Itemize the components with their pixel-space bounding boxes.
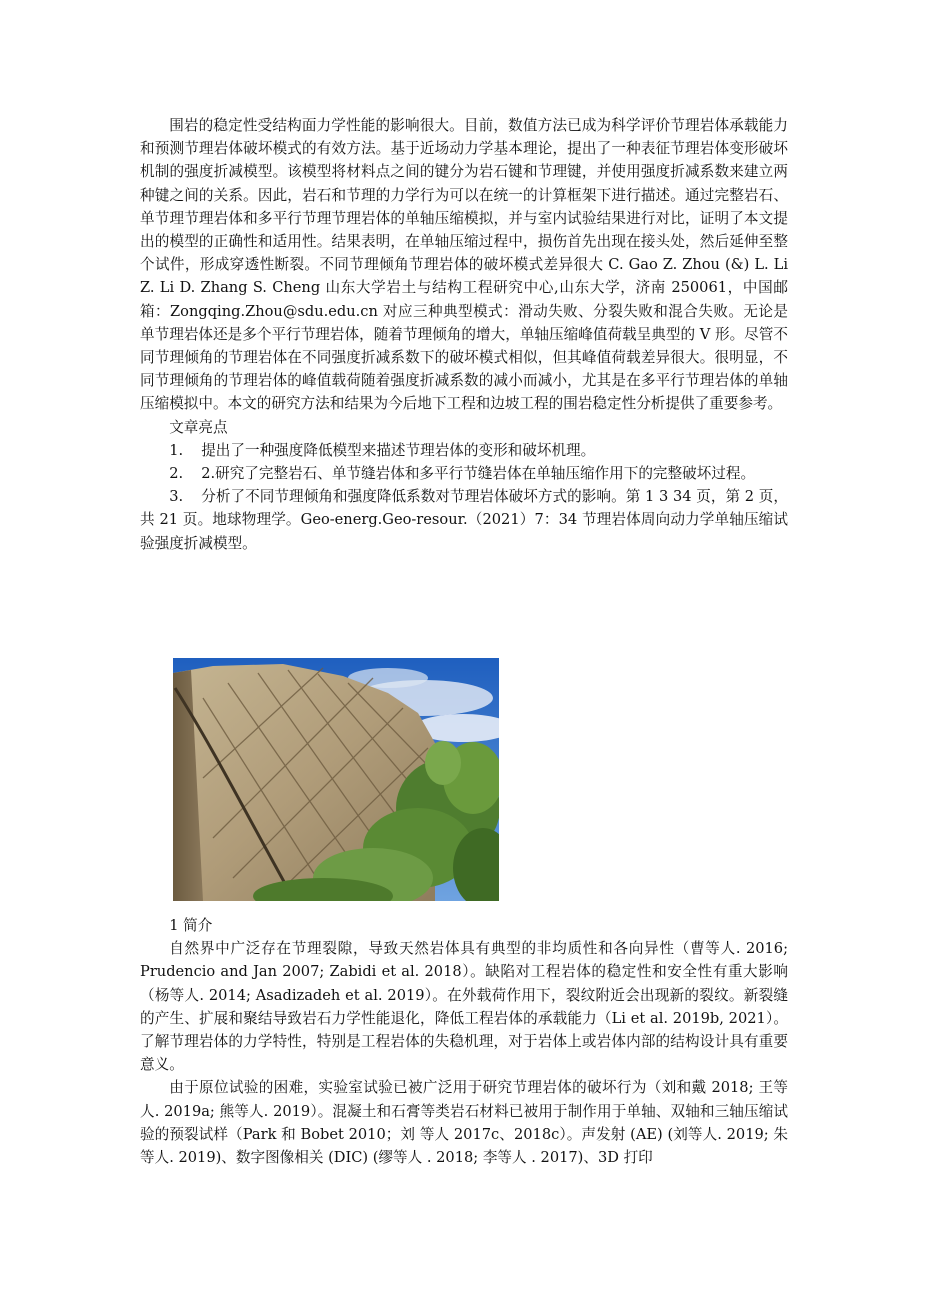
highlight-number: 3. [169, 488, 184, 506]
section-introduction [140, 914, 788, 1169]
abstract-block [140, 114, 788, 555]
highlight-text: 分析了不同节理倾角和强度降低系数对节理岩体破坏方式的影响。第 1 3 34 页，第 2 页，共 21 页。地球物理学。Geo-energ.Geo-resour.（2021）7：34 节理岩体周向动力学单轴压缩试验强度折减模型。 [140, 488, 788, 552]
highlight-item-3 [140, 485, 788, 555]
highlight-number: 2. [169, 465, 184, 483]
intro-paragraph-2: 由于原位试验的困难，实验室试验已被广泛用于研究节理岩体的破坏行为（刘和戴 2018; 王等人. 2019a; 熊等人. 2019）。混凝土和石膏等类岩石材料已被用于制作用于单轴、双轴和三轴压缩试验的预裂试样（Park 和 Bobet 2010；刘 等人 2017c、2018c）。声发射 (AE) (刘等人. 2019; 朱等人. 2019)、数字图像相关 (DIC) (缪等人 . 2018; 李等人 . 2017)、3D 打印 [140, 1079, 788, 1167]
highlight-item-1 [140, 439, 788, 462]
rock-outcrop-image [173, 658, 499, 901]
abstract-paragraph: 围岩的稳定性受结构面力学性能的影响很大。目前，数值方法已成为科学评价节理岩体承载能力和预测节理岩体破坏模式的有效方法。基于近场动力学基本理论，提出了一种表征节理岩体变形破坏机制的强度折减模型。该模型将材料点之间的键分为岩石键和节理键，并使用强度折减系数来建立两种键之间的关系。因此，岩石和节理的力学行为可以在统一的计算框架下进行描述。通过完整岩石、单节理节理岩体和多平行节理节理岩体的单轴压缩模拟，并与室内试验结果进行对比，证明了本文提出的模型的正确性和适用性。结果表明，在单轴压缩过程中，损伤首先出现在接头处，然后延伸至整个试件，形成穿透性断裂。不同节理倾角节理岩体的破坏模式差异很大 C. Gao Z. Zhou (&) L. Li Z. Li D. Zhang S. Cheng 山东大学岩土与结构工程研究中心,山东大学，济南 250061，中国邮箱：Zongqing.Zhou@sdu.edu.cn 对应三种典型模式：滑动失败、分裂失败和混合失败。无论是单节理岩体还是多个平行节理岩体，随着节理倾角的增大，单轴压缩峰值荷载呈典型的 V 形。尽管不同节理倾角的节理岩体在不同强度折减系数下的破坏模式相似，但其峰值荷载差异很大。很明显，不同节理倾角的节理岩体的峰值载荷随着强度折减系数的减小而减小，尤其是在多平行节理岩体的单轴压缩模拟中。本文的研究方法和结果为今后地下工程和边坡工程的围岩稳定性分析提供了重要参考。 [140, 117, 788, 413]
highlights-title: 文章亮点 [169, 418, 228, 436]
highlight-item-2 [140, 462, 788, 485]
intro-paragraph-1: 自然界中广泛存在节理裂隙，导致天然岩体具有典型的非均质性和各向异性（曹等人. 2016; Prudencio and Jan 2007; Zabidi et al. 2018）。缺陷对工程岩体的稳定性和安全性有重大影响（杨等人. 2014; Asadizadeh et al. 2019）。在外载荷作用下，裂纹附近会出现新的裂纹。新裂缝的产生、扩展和聚结导致岩石力学性能退化，降低工程岩体的承载能力（Li et al. 2019b, 2021）。了解节理岩体的力学特性，特别是工程岩体的失稳机理，对于岩体上或岩体内部的结构设计具有重要意义。 [140, 940, 788, 1074]
highlight-text: 提出了一种强度降低模型来描述节理岩体的变形和破坏机理。 [201, 441, 596, 459]
jointed-rock-photo [173, 658, 499, 901]
highlight-text: 2.研究了完整岩石、单节缝岩体和多平行节缝岩体在单轴压缩作用下的完整破坏过程。 [201, 465, 756, 483]
highlight-number: 1. [169, 441, 184, 459]
section-heading: 1 简介 [169, 917, 213, 934]
